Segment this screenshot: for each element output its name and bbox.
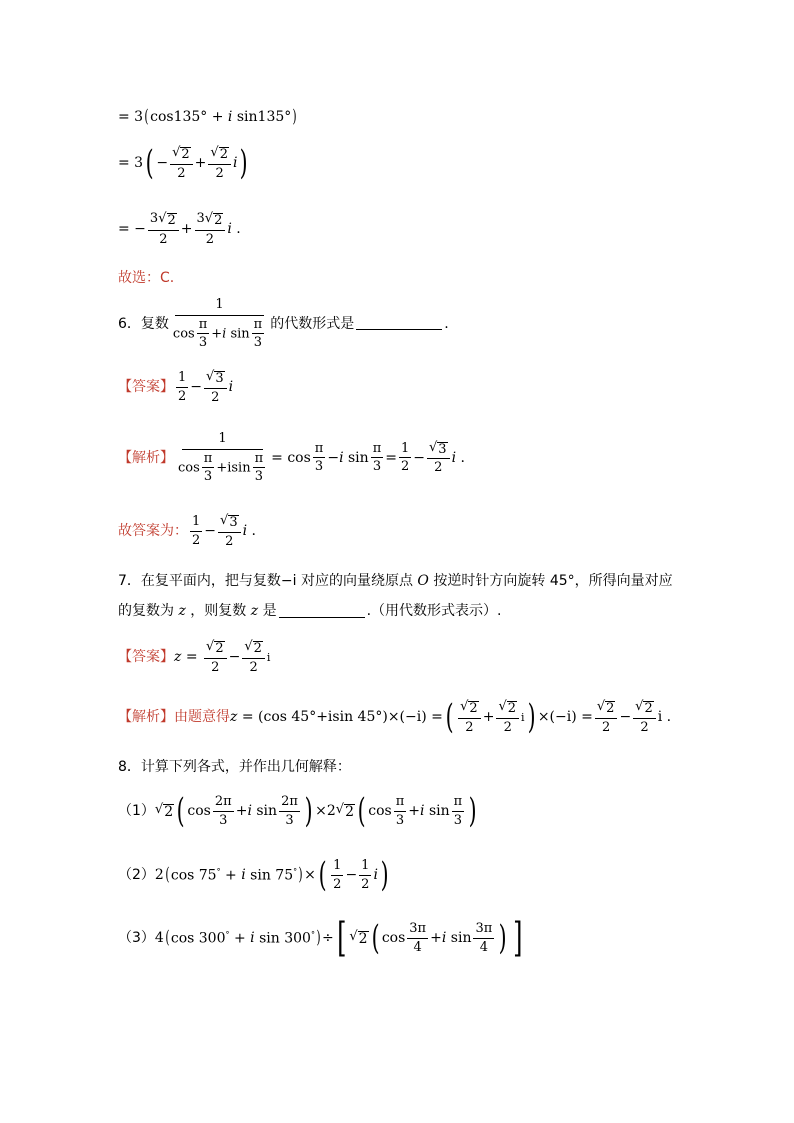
q8-item-1: （1） √ 2 ( cos $\frac{2\pi}{3}$ + i sin $\frac{2\pi}{3}$ ) ×2 √ 2 ( cos $\frac{\pi}{3}$ + i sin $\frac{\pi}{3}$ )	[118, 791, 477, 831]
q8-title: 8．计算下列各式，并作出几何解释：	[118, 759, 351, 775]
q6-answer: 【答案】 $\frac{1}{2}$ − √ 3 2 i	[118, 369, 234, 405]
q7-question-line-2: 的复数为 z ，则复数 z 是 .（用代数形式表示）.	[118, 603, 502, 619]
q6-blank	[356, 317, 442, 330]
q6-analysis: 【解析】 1 cos $\frac{\pi}{3}$ +isin $\frac{\pi}{3}$ = cos $\frac{\pi}{3}$ − i sin $\frac{\pi}{3}$ = $\frac{1}{2}$ − √ 3 2 i .	[118, 431, 465, 485]
q7-answer: 【答案】 z = √ 2 2 − √ 2 2 i	[118, 639, 271, 675]
q7-blank	[279, 605, 365, 618]
q5-answer: 故选：C.	[118, 270, 175, 286]
equation-line-1: = 3 ( cos135° + i sin135° )	[118, 106, 297, 127]
q7-analysis: 【解析】 由题意得 z = (cos 45°+isin 45°)×(−i) = ( √ 2 2 + √ 2 2 i ) ×(−i) = √ 2 2 − √ 2 2 i .	[118, 697, 672, 738]
q7-question-line-1: 7．在复平面内，把与复数−i 对应的向量绕原点 O 按逆时针方向旋转 45°，所得向量对应	[118, 573, 673, 589]
q8-item-3: （3） 4 ( cos 300° + i sin 300° ) ÷ [ √ 2 ( cos $\frac{3\pi}{4}$ + i sin $\frac{3\pi}{4}$ ) ]	[118, 915, 523, 961]
q8-item-2: （2） 2 ( cos 75° + i sin 75° ) × ( $\frac{1}{2}$ − $\frac{1}{2}$ i )	[118, 855, 389, 895]
q6-final-answer: 故答案为： $\frac{1}{2}$ − √ 3 2 i .	[118, 513, 256, 549]
q6-question: 6．复数 1 cos $\frac{\pi}{3}$ +i sin $\frac{\pi}{3}$ 的代数形式是 .	[118, 297, 449, 351]
equation-line-3: = − 3 √ 2 2 + 3 √ 2 2 i .	[118, 211, 241, 247]
equation-line-2: = 3 ( − √ 2 2 + √ 2 2 i )	[118, 143, 249, 184]
